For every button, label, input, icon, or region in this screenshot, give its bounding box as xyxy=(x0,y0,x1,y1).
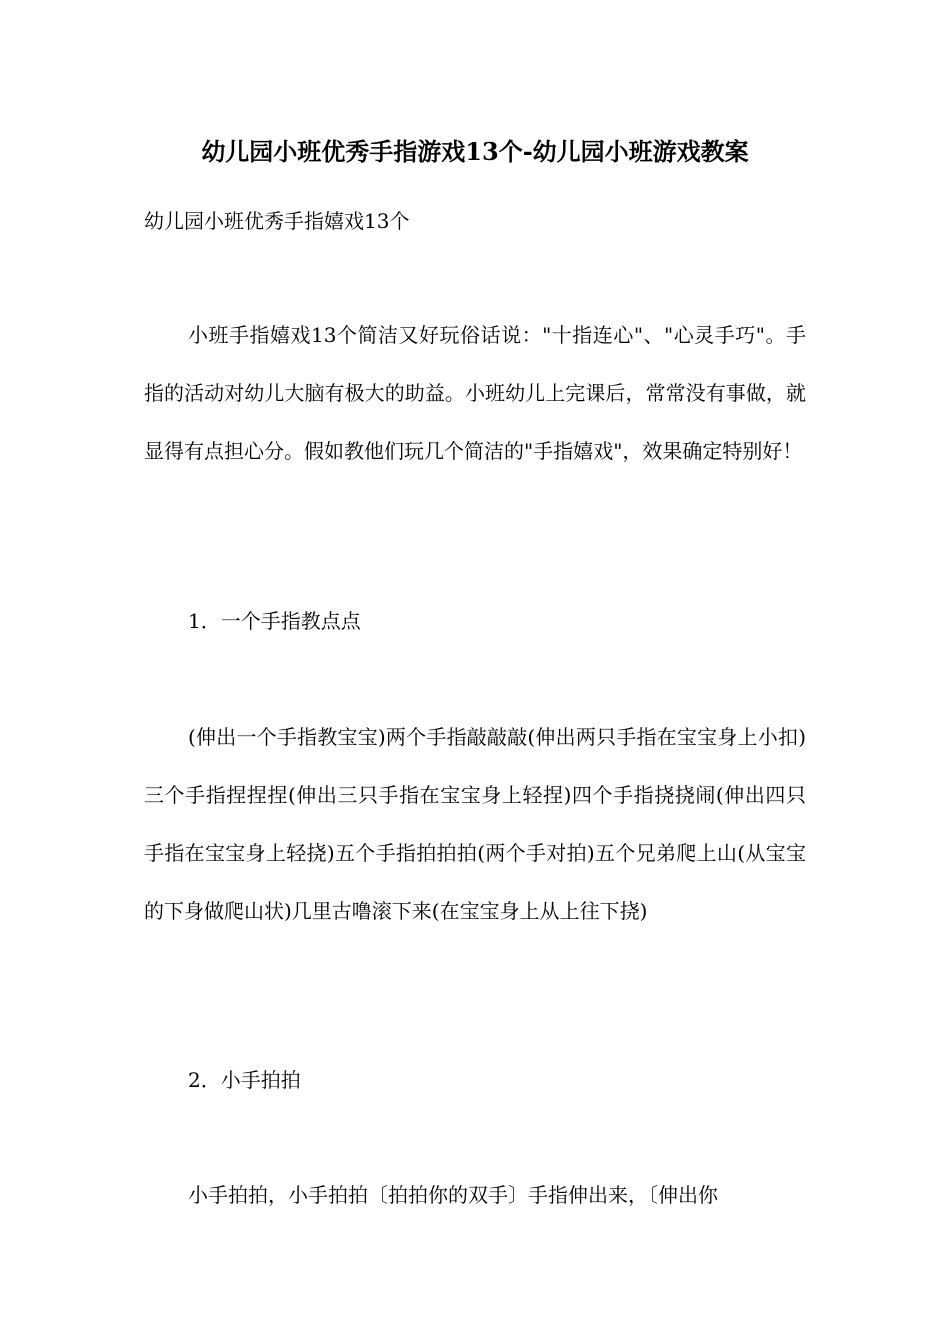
section-heading-1: 1．一个手指教点点 xyxy=(188,609,361,633)
document-subtitle: 幼儿园小班优秀手指嬉戏13个 xyxy=(144,209,410,233)
document-title: 幼儿园小班优秀手指游戏13个-幼儿园小班游戏教案 xyxy=(201,137,749,166)
section-heading-2: 2．小手拍拍 xyxy=(188,1068,301,1092)
section-body-1: (伸出一个手指教宝宝)两个手指敲敲敲(伸出两只手指在宝宝身上小扣)三个手指捏捏捏(伸出三只手指在宝宝身上轻捏)四个手指挠挠闹(伸出四只手指在宝宝身上轻挠)五个手指拍拍拍(两个手对拍)五个兄弟爬上山(从宝宝的下身做爬山状)几里古噜滚下来(在宝宝身上从上往下挠) xyxy=(144,725,806,923)
intro-paragraph: 小班手指嬉戏13个简洁又好玩俗话说："十指连心"、"心灵手巧"。手指的活动对幼儿大脑有极大的助益。小班幼儿上完课后，常常没有事做，就显得有点担心分。假如教他们玩几个简洁的"手指嬉戏"，效果确定特别好！ xyxy=(144,323,806,463)
section-body-2: 小手拍拍，小手拍拍〔拍拍你的双手〕手指伸出来，〔伸出你 xyxy=(188,1183,718,1207)
